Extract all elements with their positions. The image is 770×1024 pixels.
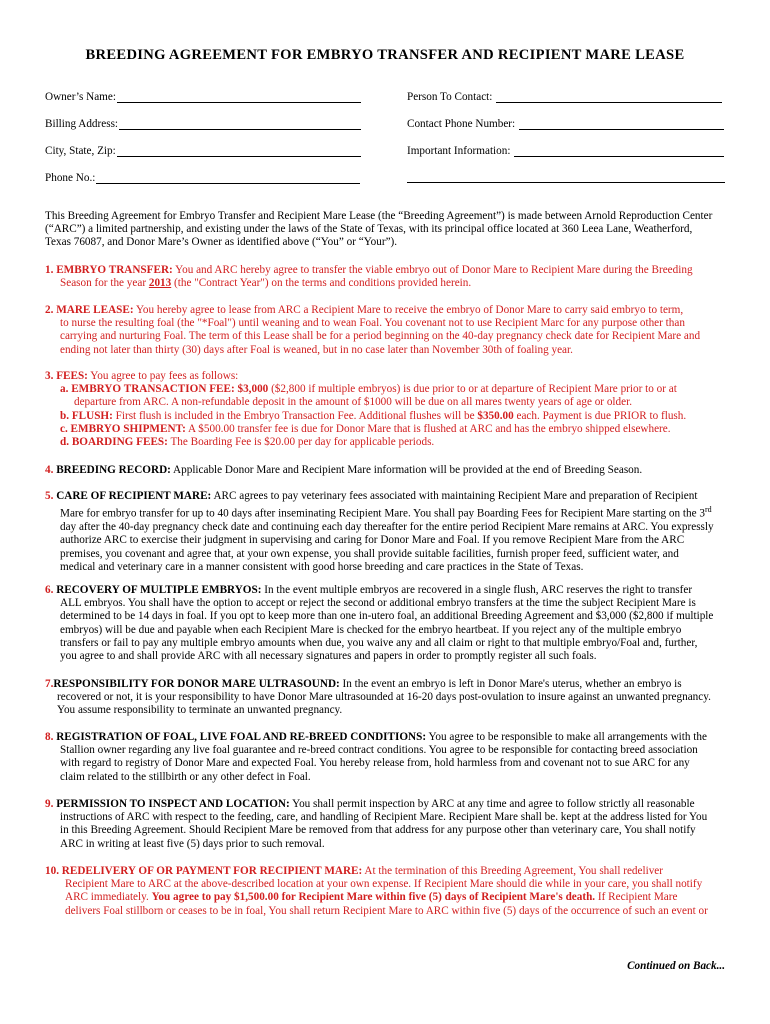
phone-no-field[interactable] bbox=[45, 171, 360, 184]
section-donor-mare-ultrasound: 7.RESPONSIBILITY FOR DONOR MARE ULTRASOUND: In the event an embryo is left in Donor Mare's uterus, whether an embryo is recovered or not, it is your responsibility to have Donor Mare ultrasounded at 16-20 days post-ovulation to insure against an unwanted pregnancy. You assume responsibility to terminate an unwanted pregnancy. bbox=[45, 678, 711, 717]
section-heading: RECOVERY OF MULTIPLE EMBRYOS: bbox=[56, 584, 262, 596]
section-mare-lease: 2. MARE LEASE: You hereby agree to lease from ARC a Recipient Mare to receive the embryo of Donor Mare to carry said embryo to term, to nurse the resulting foal (the "*Foal") until weaning and to wean Foal. You covenant not to use Recipient Marc for any purpose other than carrying and nurturing Foal. The term of this Lease shall be for a period beginning on the 40-day pregnancy check date for Recipient Mare and ending not later than thirty (30) days after Foal is weaned, but in no case later than November 30th of foaling year. bbox=[45, 304, 701, 356]
continued-on-back-note: Continued on Back... bbox=[627, 960, 725, 972]
section-heading: CARE OF RECIPIENT MARE: bbox=[56, 490, 212, 502]
phone-no-label: Phone No.: bbox=[45, 172, 96, 184]
contact-phone-field[interactable] bbox=[407, 117, 724, 130]
person-to-contact-label: Person To Contact: bbox=[407, 91, 493, 103]
owners-name-field[interactable] bbox=[45, 90, 361, 103]
section-breeding-record: 4. BREEDING RECORD: Applicable Donor Mare and Recipient Mare information will be provided at the end of Breeding Season. bbox=[45, 464, 643, 476]
intro-paragraph: This Breeding Agreement for Embryo Transfer and Recipient Mare Lease (the “Breeding Agreement”) is made between Arnold Reproduction Center (“ARC”) a limited partnership, and existing under the laws of the State of Texas, with its principal office located at 360 Leea Lane, Weatherford, Texas 76087, and Donor Mare’s Owner as identified above (“You” or “Your”). bbox=[45, 210, 713, 249]
section-heading: BREEDING RECORD: bbox=[56, 464, 171, 476]
section-registration-of-foal: 8. REGISTRATION OF FOAL, LIVE FOAL AND RE-BREED CONDITIONS: You agree to be responsible to make all arrangements with the Stallion owner regarding any live foal guarantee and re-breed contract conditions. You agree to be responsible for contacting breed association with regard to registry of Donor Mare and expected Foal. You hereby release from, hold harmless from and covenant not to sue ARC for any claim related to the stillbirth or any other defect in Foal. bbox=[45, 731, 707, 783]
phone-no-input-line[interactable] bbox=[96, 171, 360, 184]
contract-year: 2013 bbox=[148, 277, 172, 290]
contact-phone-input-line[interactable] bbox=[519, 117, 724, 130]
section-recovery-multiple-embryos: 6. RECOVERY OF MULTIPLE EMBRYOS: In the event multiple embryos are recovered in a single flush, ARC reserves the right to transfer ALL embryos. You shall have the option to accept or reject the second or additional embryo transfers at the time the subject Recipient Mare is determined to be 14 days in foal. If you opt to keep more than one in-utero foal, an additional Breeding Agreement and $3,000 ($2,800 if multiple embryos) will be due and payable when each Recipient Mare is checked for the embryo heartbeat. If you reject any of the multiple embryo transfers or fail to pay any multiple embryo amounts when due, you waive any and all claim or right to that multiple embryo/Foal and, further, you agree to and shall provide ARC with all necessary signatures and papers in order to promptly register all such foals. bbox=[45, 584, 714, 663]
owners-name-input-line[interactable] bbox=[117, 90, 361, 103]
section-heading: REGISTRATION OF FOAL, LIVE FOAL AND RE-BREED CONDITIONS: bbox=[56, 731, 427, 743]
section-heading: RESPONSIBILITY FOR DONOR MARE ULTRASOUND: bbox=[53, 678, 340, 690]
section-permission-to-inspect: 9. PERMISSION TO INSPECT AND LOCATION: You shall permit inspection by ARC at any time and agree to follow strictly all reasonable instructions of ARC with respect to the feeding, care, and handling of Recipient Mare. Recipient Mare shall be. kept at the address listed for You in this Breeding Agreement. Should Recipient Mare be removed from that address for any purpose other than veterinary care, You shall notify ARC in writing at least five (5) days prior to such removal. bbox=[45, 798, 708, 850]
city-state-zip-field[interactable] bbox=[45, 144, 361, 157]
city-state-zip-label: City, State, Zip: bbox=[45, 145, 116, 157]
section-heading: MARE LEASE: bbox=[56, 304, 134, 316]
section-redelivery-or-payment: 10. REDELIVERY OF OR PAYMENT FOR RECIPIENT MARE: At the termination of this Breeding Agreement, You shall redeliver Recipient Mare to ARC at the above-described location at your own expense. If Recipient Mare should die while in your care, you shall notify ARC immediately. You agree to pay $1,500.00 for Recipient Mare within five (5) days of Recipient Mare's death. If Recipient Mare delivers Foal stillborn or ceases to be in foal, You shall return Recipient Mare to ARC within five (5) days of the occurrence of such an event or bbox=[45, 865, 708, 917]
page-title: BREEDING AGREEMENT FOR EMBRYO TRANSFER AND RECIPIENT MARE LEASE bbox=[85, 47, 685, 63]
important-info-field[interactable] bbox=[407, 144, 724, 157]
important-info-label: Important Information: bbox=[407, 145, 511, 157]
person-to-contact-input-line[interactable] bbox=[496, 90, 722, 103]
billing-address-input-line[interactable] bbox=[119, 117, 361, 130]
section-heading: FEES: bbox=[56, 370, 88, 382]
section-heading: REDELIVERY OF OR PAYMENT FOR RECIPIENT MARE: bbox=[61, 865, 363, 877]
blank-input-line[interactable] bbox=[407, 182, 725, 183]
owners-name-label: Owner’s Name: bbox=[45, 91, 116, 103]
billing-address-field[interactable] bbox=[45, 117, 361, 130]
contact-phone-label: Contact Phone Number: bbox=[407, 118, 516, 130]
city-state-zip-input-line[interactable] bbox=[117, 144, 361, 157]
section-heading: EMBRYO TRANSFER: bbox=[56, 264, 173, 276]
section-heading: PERMISSION TO INSPECT AND LOCATION: bbox=[56, 798, 290, 810]
section-embryo-transfer: 1. EMBRYO TRANSFER: You and ARC hereby agree to transfer the viable embryo out of Donor Mare to Recipient Mare during the Breeding Season for the year 2013 (the "Contract Year") on the terms and conditions provided herein. bbox=[45, 264, 693, 290]
important-info-input-line[interactable] bbox=[514, 144, 724, 157]
person-to-contact-field[interactable] bbox=[407, 90, 722, 103]
section-fees: 3. FEES: You agree to pay fees as follows: a. EMBRYO TRANSACTION FEE: $3,000 ($2,800 if multiple embryos) is due prior to or at departure of Recipient Mare prior to or at departure from ARC. A non-refundable deposit in the amount of $1000 will be due on all mares twenty years of age or older. b. FLUSH: First flush is included in the Embryo Transaction Fee. Additional flushes will be $350.00 each. Payment is due PRIOR to flush. c. EMBRYO SHIPMENT: A $500.00 transfer fee is due for Donor Mare that is flushed at ARC and has the embryo shipped elsewhere. d. BOARDING FEES: The Boarding Fee is $20.00 per day for applicable periods. bbox=[45, 370, 687, 449]
billing-address-label: Billing Address: bbox=[45, 118, 119, 130]
section-care-of-recipient-mare: 5. CARE OF RECIPIENT MARE: ARC agrees to pay veterinary fees associated with maintaining Recipient Mare and preparation of Recipient Mare for embryo transfer for up to 40 days after inseminating Recipient Mare. You shall pay Boarding Fees for Recipient Mare starting on the 3rd day after the 40-day pregnancy check date and continuing each day thereafter for the entire period Recipient Mare remains at ARC. You expressly authorize ARC to exercise their judgment in supervising and caring for Donor Mare and Foal. If you remove Recipient Mare from the ARC premises, you covenant and agree that, at your own expense, you shall provide suitable facilities, furnish proper feed, sufficient water, and medical and veterinary care in a manner consistent with good horse breeding and care practices in the State of Texas. bbox=[45, 490, 714, 573]
